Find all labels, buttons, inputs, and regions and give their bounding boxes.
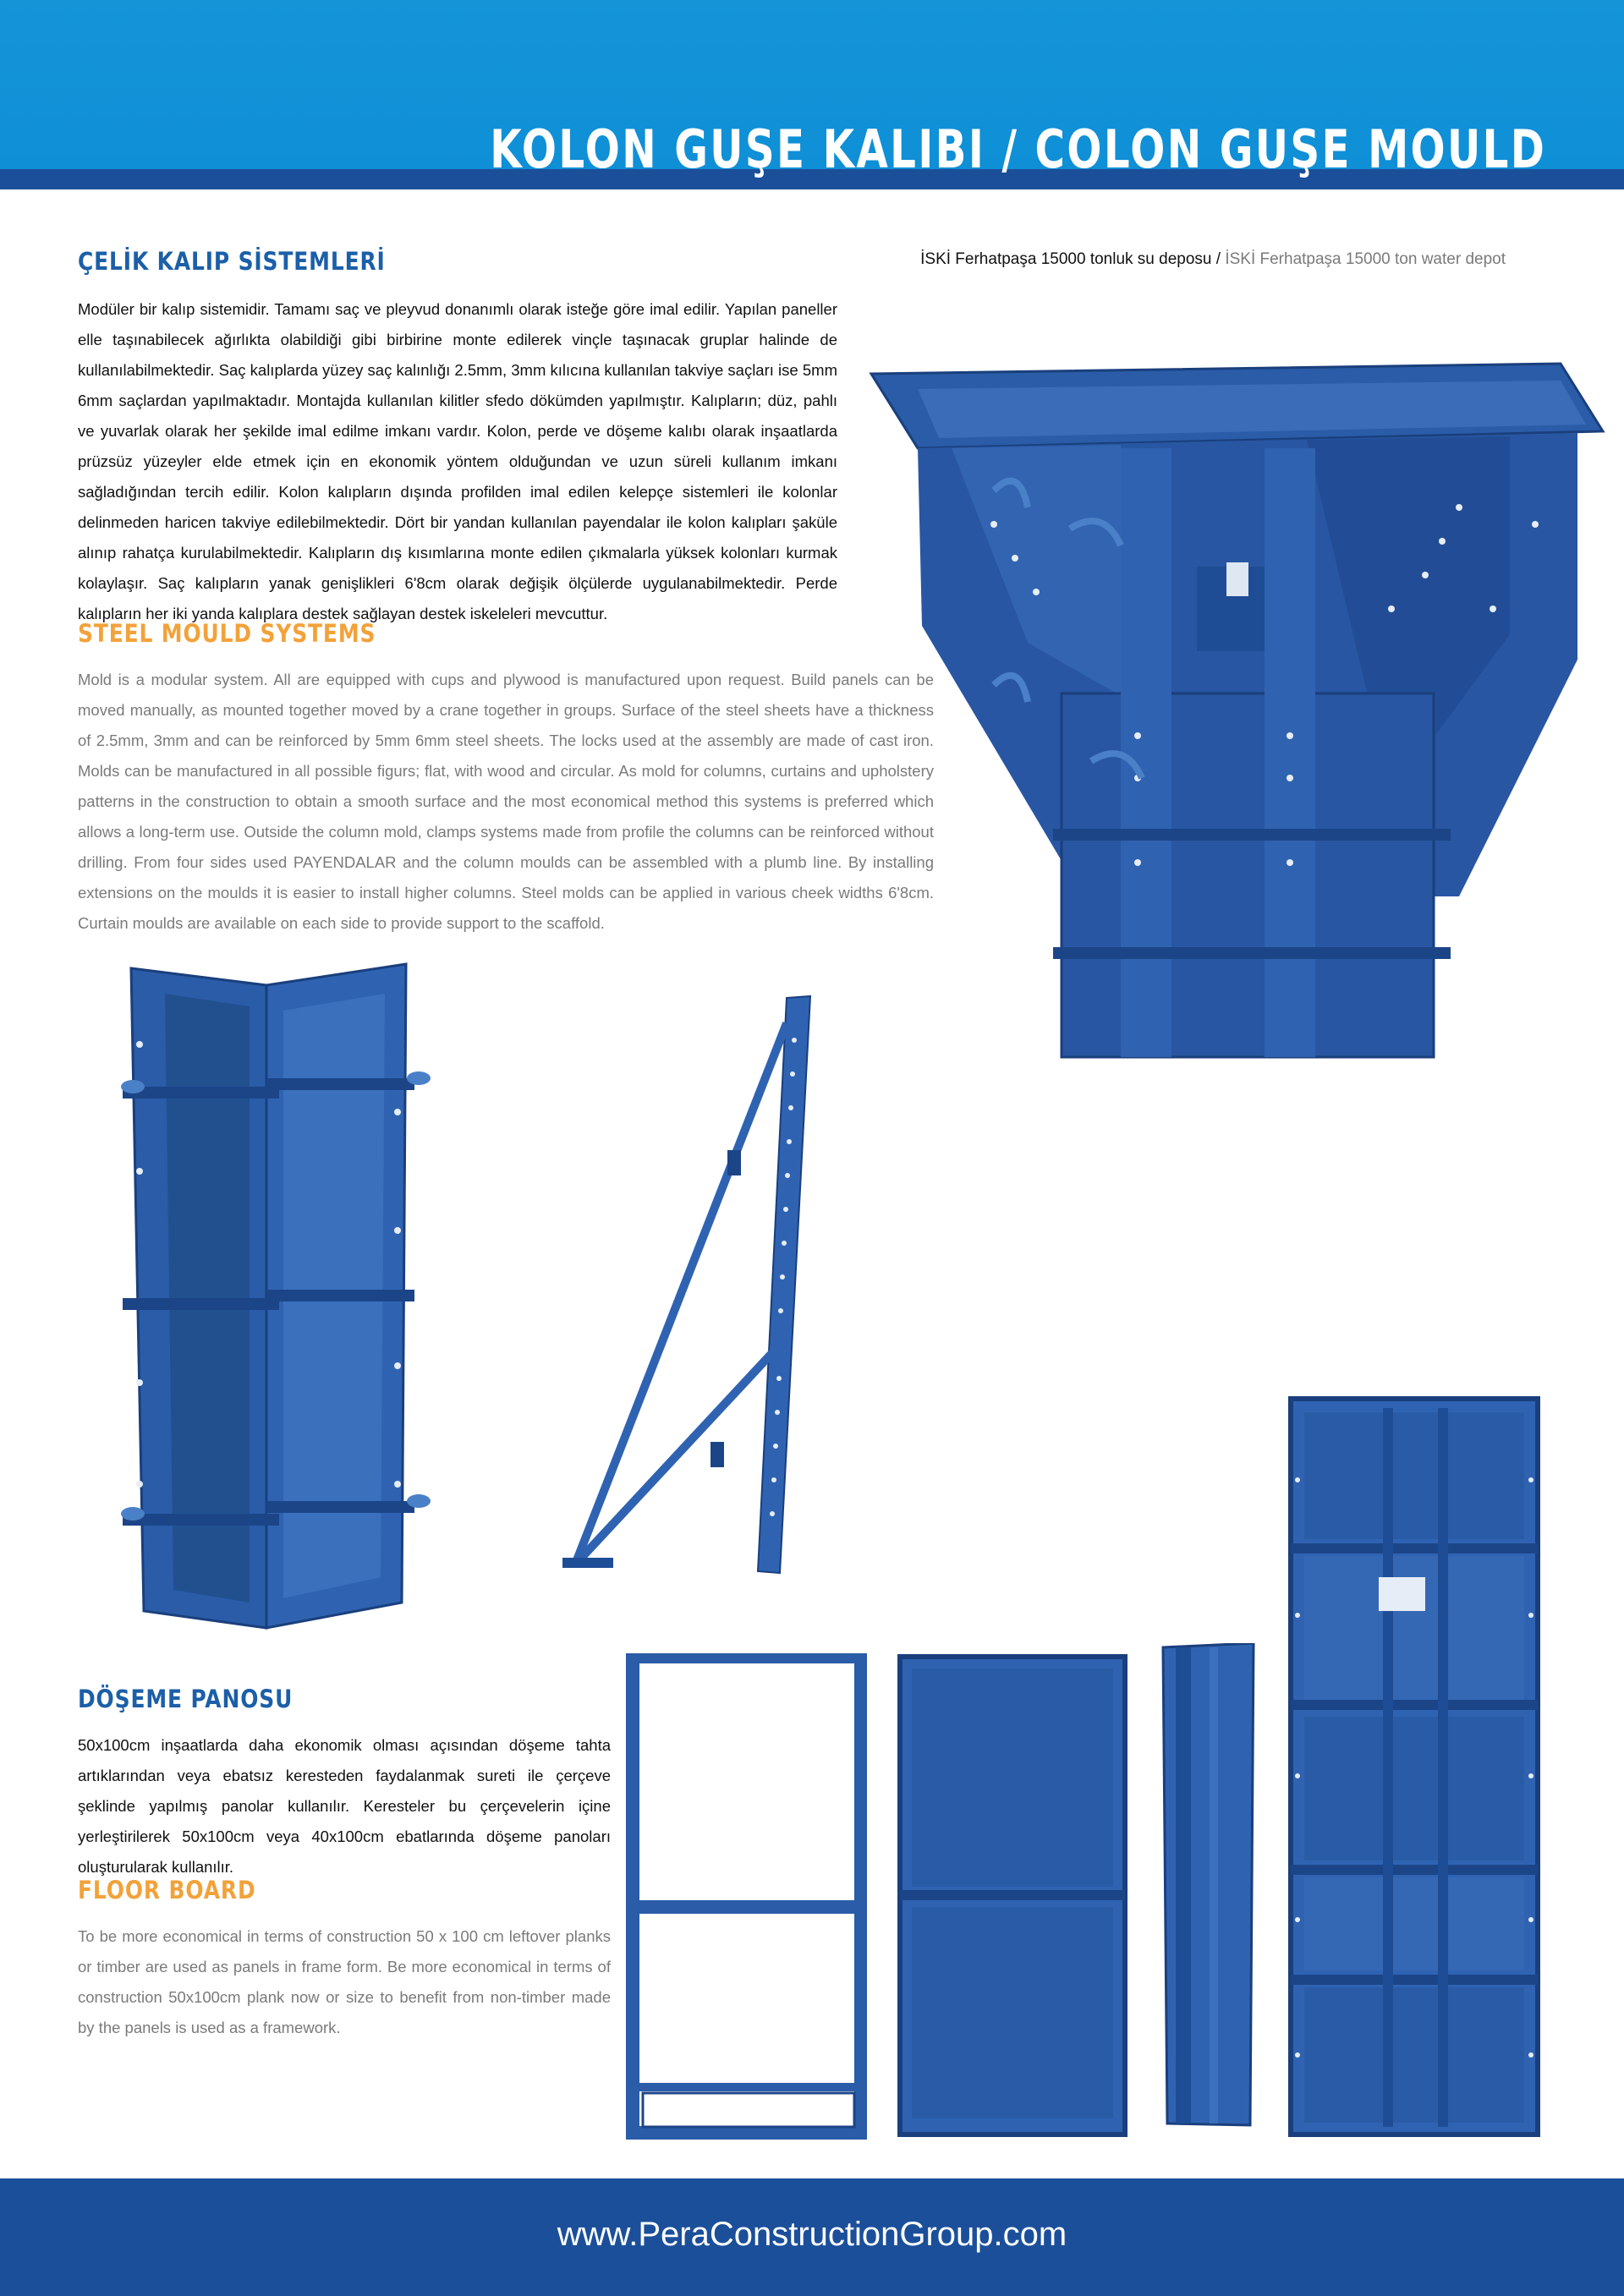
colon-guse-mould-photo (867, 355, 1611, 1082)
floor-title-en: FLOOR BOARD (78, 1876, 256, 1904)
corner-profile-photo (1159, 1643, 1260, 2129)
floor-body-tr: 50x100cm inşaatlarda daha ekonomik olması açısından döşeme tahta artıklarından veya ebatsız keresteden faydalanmak sureti ile çerçeve şeklinde yapılmış panolar kullanılır. Keresteler bu çerçevelerin içine yerleştirilerek 50x100cm veya 40x100cm ebatlarında döşeme panoları oluşturularak kullanılır. (78, 1736, 611, 1876)
steel-body-tr: Modüler bir kalıp sistemidir. Tamamı saç ve pleyvud donanımlı olarak isteğe göre imal edilir. Yapılan paneller elle taşınabilecek ağırlıkta olabildiği gibi birbirine monte edilerek vinçle taşınacak gruplar halinde de kullanılabilmektedir. Saç kalıplarda yüzey saç kalınlığı 2.5mm, 3mm kılıcına kullanılan takviye saçları ise 5mm 6mm saçlardan yapılmaktadır. Montajda kullanılan kilitler sfedo dökümden yapılmıştır. Kalıpların; düz, pahlı ve yuvarlak olarak her şekilde imal edilme imkanı vardır. Kolon, perde ve döşeme kalıbı olarak inşaatlarda prüzsüz yüzeyler elde etmek için en ekonomik yöntem olduğundan ve uzun süreli kullanım imkanı sağladığından tercih edilir. Kolon kalıpların dışında profilden imal edilen kelepçe sistemleri ile kolonlar delinmeden haricen takviye edilebilmektedir. Dört bir yandan kullanılan payendalar ile kolon kalıpları şaküle alınıp rahatça kurulabilmektedir. Kalıpların dış kısımlarına monte edilen çıkmalarla yüksek kolonları kurmak kolaylaşır. Saç kalıpların yanak genişlikleri 6'8cm olarak değişik ölçülerde uygulanabilmektedir. Perde kalıpların her iki yanda kalıplara destek sağlayan destek iskeleleri mevcuttur. (78, 300, 837, 622)
page-title: KOLON GUŞE KALIBI / COLON GUŞE MOULD (490, 118, 1546, 180)
floor-title-tr: DÖŞEME PANOSU (78, 1685, 294, 1713)
push-pull-prop-photo (558, 989, 829, 1581)
steel-body-en: Mold is a modular system. All are equipped with cups and plywood is manufactured upon request. Build panels can be moved manually, as mounted together moved by a crane together in groups. Surface of the steel sheets have a thickness of 2.5mm, 3mm and can be reinforced by 5mm 6mm steel sheets. The locks used at the assembly are made of cast iron. Molds can be manufactured in all possible figurs; flat, with wood and circular. As mold for columns, curtains and upholstery patterns in the construction to obtain a smooth surface and the most economical method this systems is preferred which allows a long-term use. Outside the column mold, clamps systems made from profile the columns can be reinforced without drilling. From four sides used PAYENDALAR and the column moulds can be assembled with a plumb line. By installing extensions on the moulds it is easier to install higher columns. Steel molds can be applied in various cheek widths 6'8cm. Curtain moulds are available on each side to provide support to the scaffold. (78, 671, 934, 932)
tall-wall-panel-photo (1286, 1395, 1544, 2140)
column-mould-photo (114, 960, 453, 1636)
steel-title-en: STEEL MOULD SYSTEMS (78, 619, 376, 648)
caption-en: İSKİ Ferhatpaşa 15000 ton water depot (1225, 250, 1506, 268)
caption-tr: İSKİ Ferhatpaşa 15000 tonluk su deposu (920, 250, 1212, 268)
caption-separator: / (1211, 250, 1226, 268)
steel-title-tr: ÇELİK KALIP SİSTEMLERİ (78, 247, 386, 276)
plate-panel-photo (897, 1653, 1129, 2140)
footer-url[interactable]: www.PeraConstructionGroup.com (557, 2216, 1067, 2253)
floor-body-en: To be more economical in terms of construction 50 x 100 cm leftover planks or timber are used as panels in frame form. Be more economical in terms of construction 50x100cm plank now or size to benefit from non-timber made by the panels is used as a framework. (78, 1927, 611, 2036)
frame-panel-photo (626, 1653, 867, 2140)
photo-caption (920, 250, 1506, 269)
